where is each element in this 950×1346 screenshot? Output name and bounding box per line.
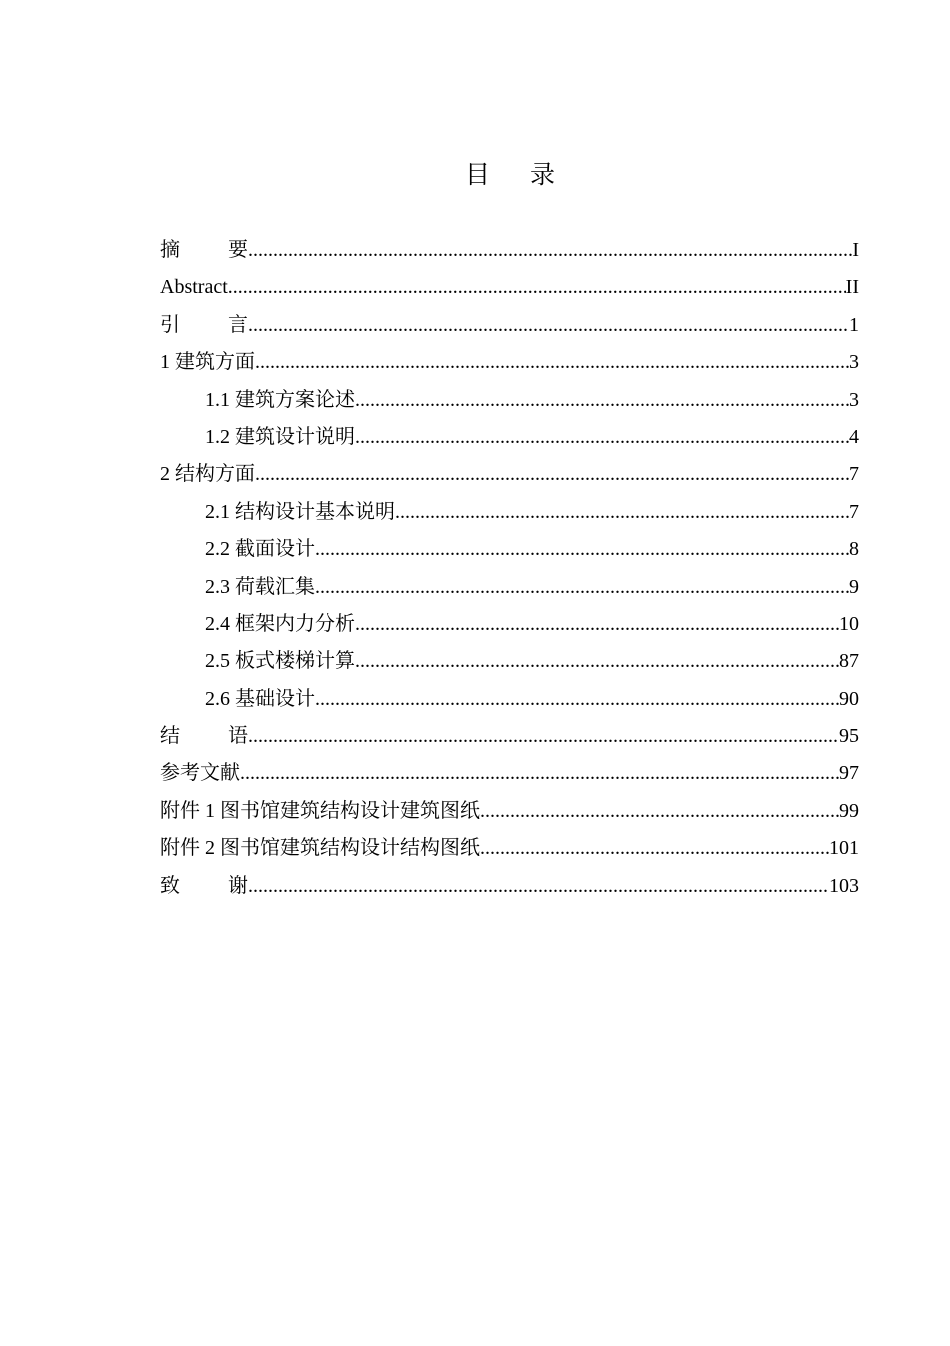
toc-entry[interactable]: [160, 571, 859, 608]
toc-entry-label: 摘 要: [160, 239, 248, 261]
toc-leader-dots: [240, 757, 839, 789]
toc-leader-dots: [395, 496, 849, 528]
toc-entry-page-number: 4: [849, 425, 859, 448]
toc-entry[interactable]: [160, 271, 859, 308]
toc-entry-page-number: 1: [849, 313, 859, 336]
toc-entry-label: 2.4 框架内力分析: [205, 612, 355, 635]
toc-entry-label: 2 结构方面: [160, 463, 255, 486]
toc-entry-page-number: 3: [849, 351, 859, 374]
toc-entry[interactable]: [160, 832, 859, 869]
toc-entry-label: 1 建筑方面: [160, 351, 255, 374]
toc-entry-label: 2.3 荷载汇集: [205, 575, 315, 598]
toc-leader-dots: [355, 645, 839, 677]
toc-leader-dots: [315, 683, 839, 715]
toc-entry-page-number: 8: [849, 538, 859, 561]
toc-leader-dots: [480, 795, 839, 827]
toc-leader-dots: [355, 608, 839, 640]
toc-entry-label: 附件 1 图书馆建筑结构设计建筑图纸: [160, 799, 480, 822]
toc-entry-page-number: 3: [849, 388, 859, 411]
toc-entry-label: 2.2 截面设计: [205, 538, 315, 561]
toc-entry-label: 2.6 基础设计: [205, 687, 315, 710]
toc-entry[interactable]: [160, 795, 859, 832]
table-of-contents: [160, 234, 859, 907]
toc-leader-dots: [315, 533, 849, 565]
toc-leader-dots: [480, 832, 829, 864]
toc-entry-label: 2.1 结构设计基本说明: [205, 500, 395, 523]
toc-entry[interactable]: [160, 757, 859, 794]
toc-entry-label: 结 语: [160, 725, 248, 748]
toc-entry[interactable]: [160, 870, 859, 907]
toc-entry[interactable]: [160, 683, 859, 720]
title-char-1: 目: [464, 162, 490, 189]
toc-entry[interactable]: [160, 645, 859, 682]
toc-entry-page-number: 103: [829, 874, 859, 897]
toc-entry-page-number: I: [852, 239, 859, 261]
toc-entry-label: Abstract: [160, 276, 228, 299]
toc-entry[interactable]: [160, 384, 859, 421]
toc-leader-dots: [248, 870, 829, 902]
toc-entry-page-number: 10: [839, 612, 859, 635]
toc-entry-page-number: 99: [839, 799, 859, 822]
toc-entry-label: 附件 2 图书馆建筑结构设计结构图纸: [160, 837, 480, 860]
toc-entry-page-number: 7: [849, 500, 859, 523]
toc-entry-label: 1.2 建筑设计说明: [205, 425, 355, 448]
toc-entry-label: 引 言: [160, 313, 248, 336]
toc-entry-label: 参考文献: [160, 762, 240, 785]
toc-entry-page-number: II: [845, 276, 859, 299]
toc-entry-page-number: 97: [839, 762, 859, 785]
toc-entry[interactable]: [160, 496, 859, 533]
toc-entry[interactable]: [160, 421, 859, 458]
page-title: [0, 160, 950, 192]
toc-leader-dots: [248, 720, 839, 752]
toc-leader-dots: [248, 309, 849, 341]
toc-entry-page-number: 101: [829, 837, 859, 860]
toc-entry[interactable]: [160, 458, 859, 495]
toc-entry-page-number: 7: [849, 463, 859, 486]
toc-leader-dots: [255, 346, 849, 378]
toc-entry[interactable]: [160, 720, 859, 757]
toc-entry-label: 2.5 板式楼梯计算: [205, 650, 355, 673]
toc-entry[interactable]: [160, 346, 859, 383]
toc-entry[interactable]: [160, 309, 859, 346]
toc-entry-page-number: 87: [839, 650, 859, 673]
toc-entry[interactable]: [160, 234, 859, 271]
toc-entry-page-number: 90: [839, 687, 859, 710]
toc-entry-page-number: 9: [849, 575, 859, 598]
toc-leader-dots: [248, 234, 852, 266]
toc-leader-dots: [228, 271, 846, 303]
toc-leader-dots: [355, 384, 849, 416]
toc-entry-page-number: 95: [839, 725, 859, 748]
toc-leader-dots: [315, 571, 849, 603]
toc-leader-dots: [255, 458, 849, 490]
toc-entry-label: 致 谢: [160, 874, 248, 897]
toc-entry[interactable]: [160, 608, 859, 645]
toc-entry[interactable]: [160, 533, 859, 570]
toc-entry-label: 1.1 建筑方案论述: [205, 388, 355, 411]
title-char-2: 录: [530, 162, 556, 189]
toc-leader-dots: [355, 421, 849, 453]
